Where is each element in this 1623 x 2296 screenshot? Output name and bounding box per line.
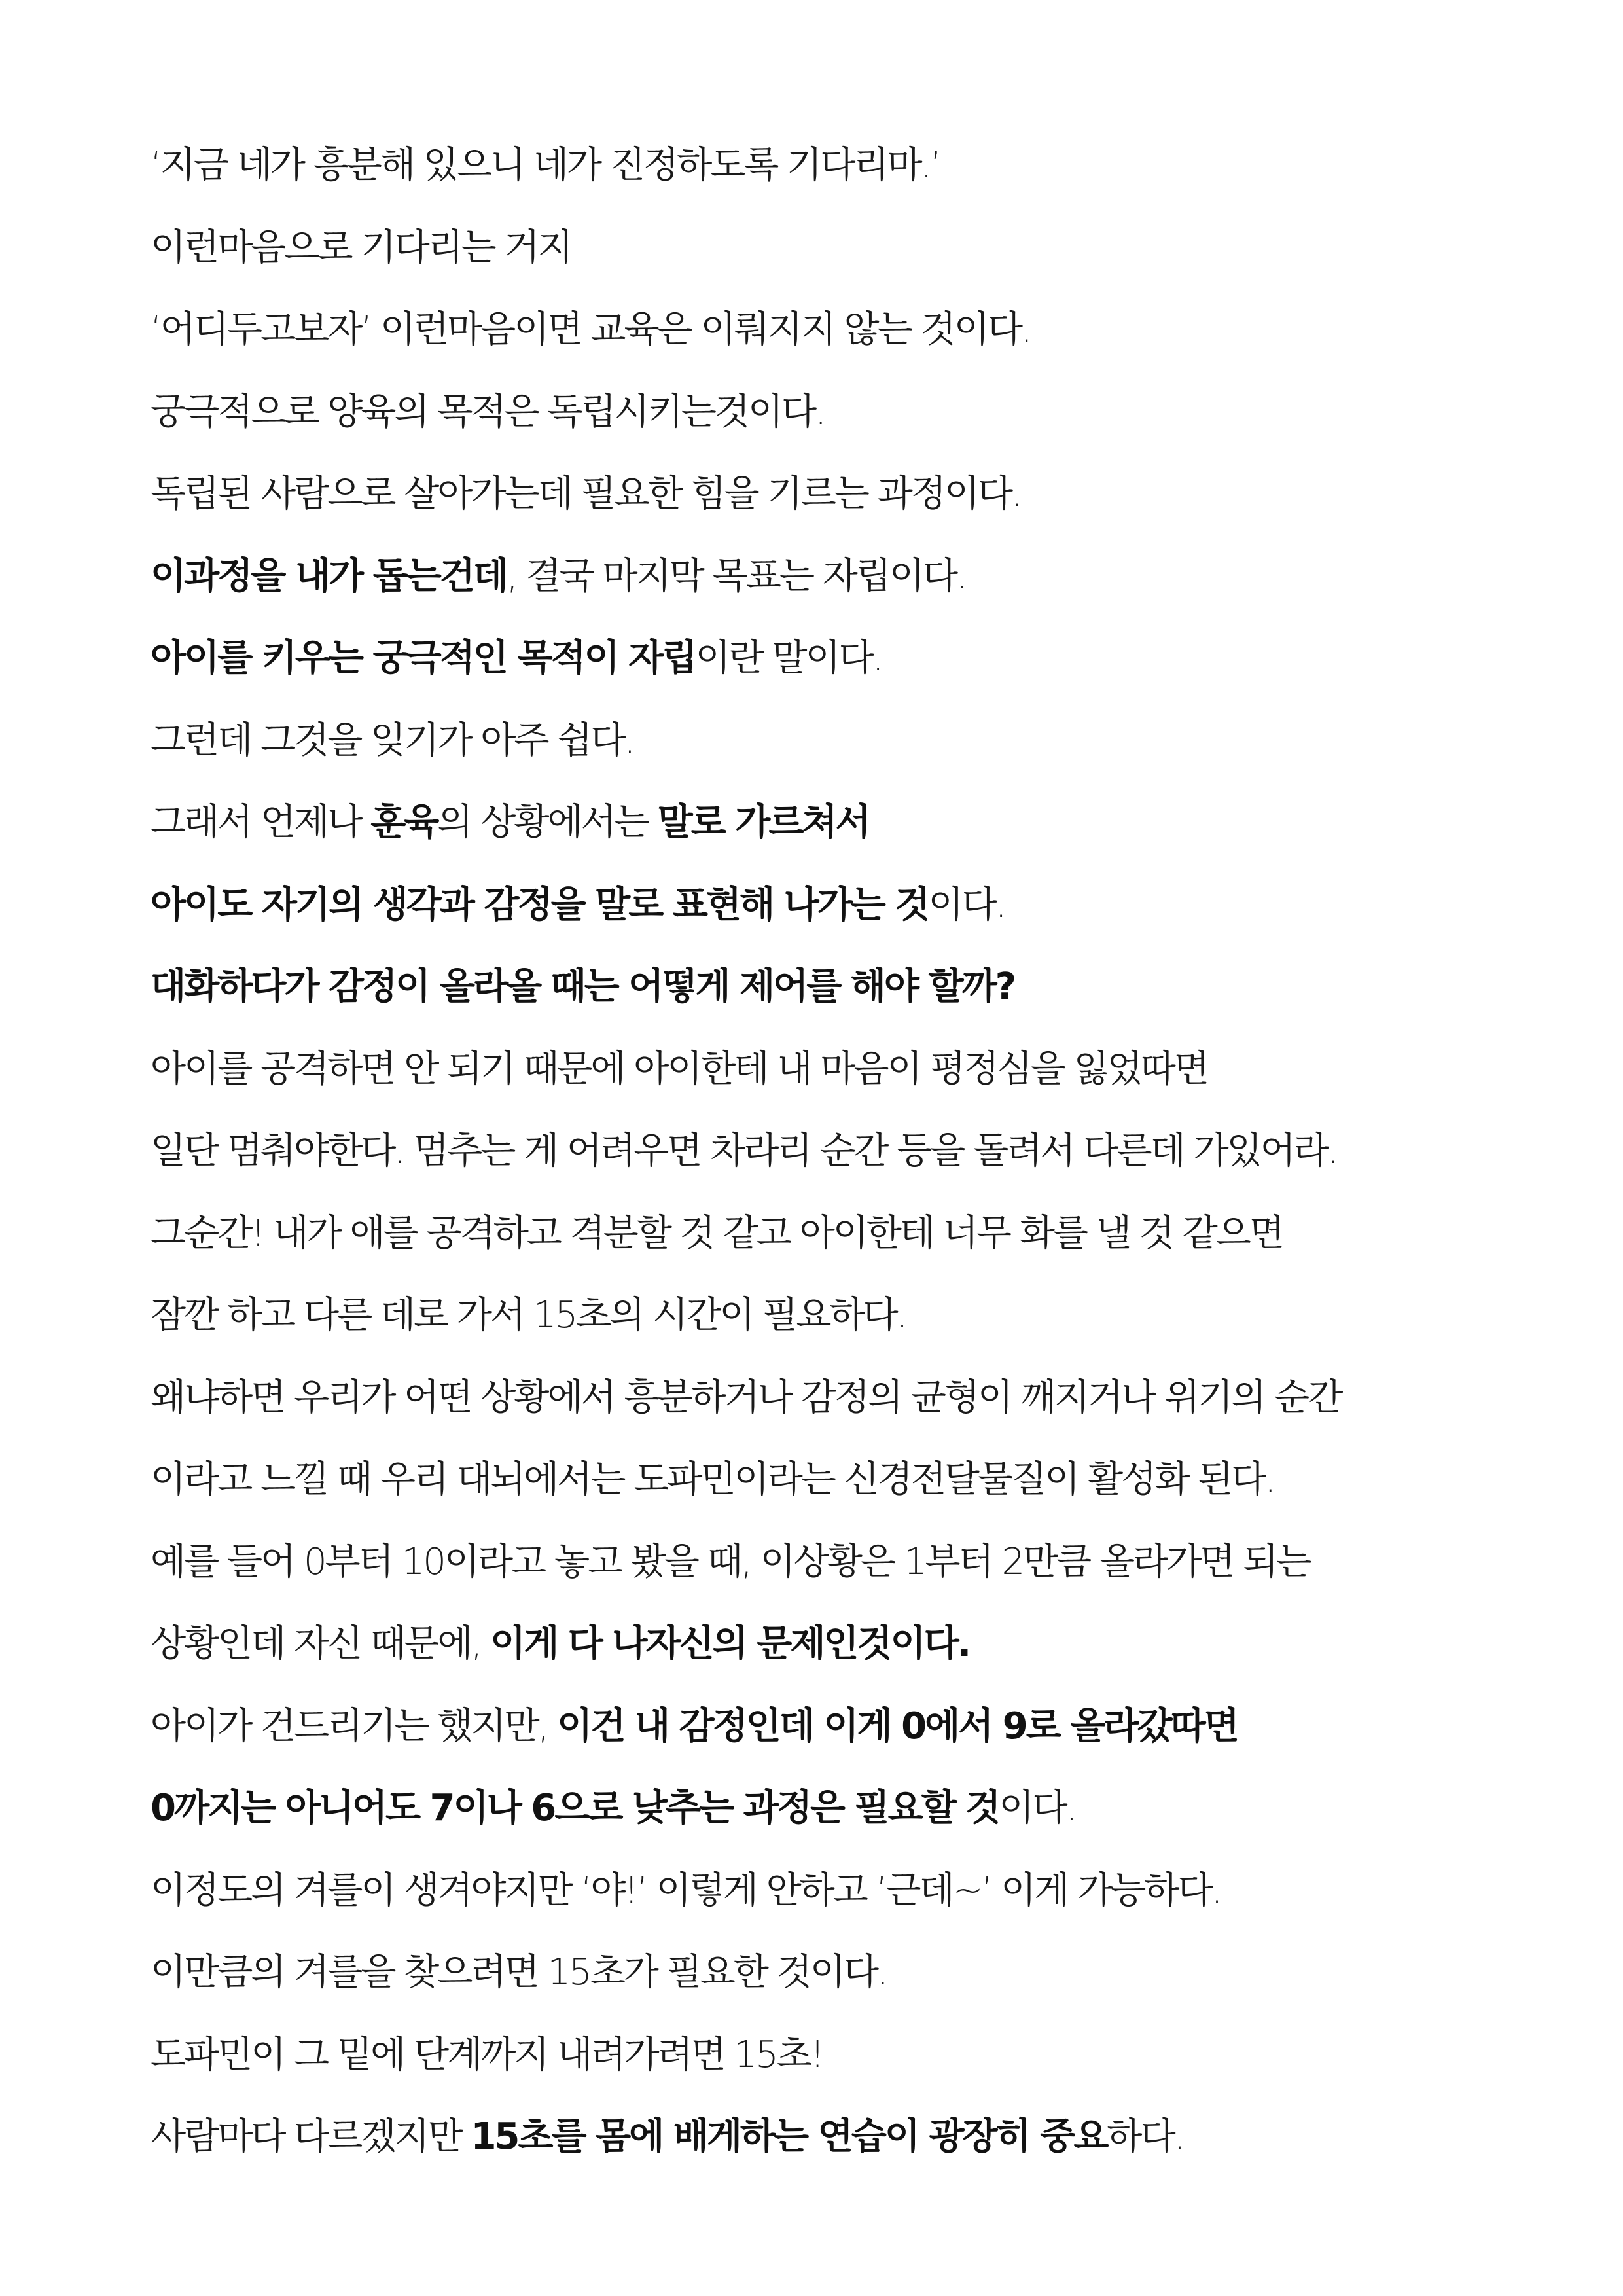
text-segment: 아이가 건드리기는 했지만, — [151, 1704, 558, 1748]
text-segment: 하다. — [1107, 2115, 1184, 2158]
bold-text-segment: 대화하다가 감정이 올라올 때는 어떻게 제어를 해야 할까? — [151, 965, 1015, 1008]
text-segment: 사람마다 다르겠지만 — [151, 2115, 471, 2158]
text-segment: , 결국 마지막 목표는 자립이다. — [506, 554, 966, 598]
text-segment: 독립된 사람으로 살아가는데 필요한 힘을 기르는 과정이다. — [151, 473, 1021, 515]
text-segment: 이만큼의 겨를을 찾으려면 15초가 필요한 것이다. — [151, 1951, 887, 1994]
bold-text-segment: 아이도 자기의 생각과 감정을 말로 표현해 나가는 것 — [151, 883, 929, 926]
text-line — [151, 1603, 1525, 1685]
text-line — [151, 124, 1525, 207]
text-segment: 이다. — [999, 1787, 1076, 1829]
bold-text-segment: 15초를 몸에 배게하는 연습이 광장히 중요 — [471, 2115, 1107, 2158]
text-line — [151, 700, 1525, 782]
bold-text-segment: 말로 가르쳐서 — [657, 801, 869, 844]
text-line — [151, 1274, 1525, 1357]
text-line — [151, 2014, 1525, 2096]
text-line — [151, 1357, 1525, 1439]
text-line — [151, 781, 1525, 864]
text-line — [151, 1521, 1525, 1604]
text-segment: 도파민이 그 밑에 단계까지 내려가려면 15초! — [151, 2033, 823, 2076]
text-segment: 이란 말이다. — [695, 637, 882, 679]
text-line — [151, 453, 1525, 535]
text-line — [151, 1193, 1525, 1275]
text-line — [151, 1767, 1525, 1850]
text-segment: 궁극적으로 양육의 목적은 독립시키는것이다. — [151, 390, 825, 433]
text-line — [151, 617, 1525, 700]
text-segment: 그순간! 내가 애를 공격하고 격분할 것 같고 아이한테 너무 화를 낼 것 같으면 — [151, 1211, 1283, 1255]
bold-text-segment: 훈육 — [370, 801, 438, 844]
text-segment: 아이를 공격하면 안 되기 때문에 아이한테 내 마음이 평정심을 잃었따면 — [151, 1047, 1207, 1090]
text-segment: 이다. — [928, 883, 1005, 926]
text-line — [151, 2096, 1525, 2178]
text-segment: 예를 들어 0부터 10이라고 놓고 봤을 때, 이상황은 1부터 2만큼 올라가면 되는 — [151, 1540, 1310, 1583]
text-segment: ‘어디두고보자’ 이런마음이면 교육은 이뤄지지 않는 것이다. — [151, 308, 1031, 351]
text-line — [151, 1931, 1525, 2014]
text-segment: 왜냐하면 우리가 어떤 상황에서 흥분하거나 감정의 균형이 깨지거나 위기의 순간 — [151, 1376, 1342, 1419]
bold-text-segment: 아이를 키우는 궁극적인 목적이 자립 — [151, 637, 696, 679]
text-segment: 의 상황에서는 — [437, 801, 658, 844]
text-segment: 그래서 언제나 — [151, 801, 371, 844]
text-line — [151, 207, 1525, 289]
text-segment: 이라고 느낄 때 우리 대뇌에서는 도파민이라는 신경전달물질이 활성화 된다. — [151, 1458, 1275, 1501]
text-segment: 이정도의 겨를이 생겨야지만 ‘야!’ 이렇게 안하고 ’근데~’ 이게 가능하다. — [151, 1869, 1221, 1912]
bold-text-segment: 이과정을 내가 돕는건데 — [151, 554, 507, 598]
text-segment: 이런마음으로 기다리는 거지 — [151, 226, 571, 269]
text-segment: ‘지금 네가 흥분해 있으니 네가 진정하도록 기다리마.’ — [151, 144, 940, 187]
text-line — [151, 1439, 1525, 1521]
text-segment: 일단 멈춰야한다. 멈추는 게 어려우면 차라리 순간 등을 돌려서 다른데 가있어라. — [151, 1130, 1337, 1172]
bold-text-segment: 이게 다 나자신의 문제인것이다. — [490, 1623, 970, 1665]
bold-text-segment: 0까지는 아니어도 7이나 6으로 낮추는 과정은 필요할 것 — [151, 1787, 999, 1829]
text-line — [151, 371, 1525, 454]
text-line — [151, 864, 1525, 946]
text-line — [151, 1028, 1525, 1111]
text-body — [151, 124, 1525, 2178]
text-segment: 잠깐 하고 다른 데로 가서 15초의 시간이 필요하다. — [151, 1294, 906, 1336]
bold-text-segment: 이건 내 감정인데 이게 0에서 9로 올라갔따면 — [557, 1704, 1238, 1748]
text-line — [151, 1110, 1525, 1193]
text-line — [151, 1850, 1525, 1932]
text-line — [151, 289, 1525, 371]
text-segment: 상황인데 자신 때문에, — [151, 1623, 491, 1665]
text-segment: 그런데 그것을 잊기가 아주 쉽다. — [151, 719, 634, 762]
text-line — [151, 535, 1525, 618]
text-line — [151, 946, 1525, 1028]
text-line — [151, 1685, 1525, 1768]
